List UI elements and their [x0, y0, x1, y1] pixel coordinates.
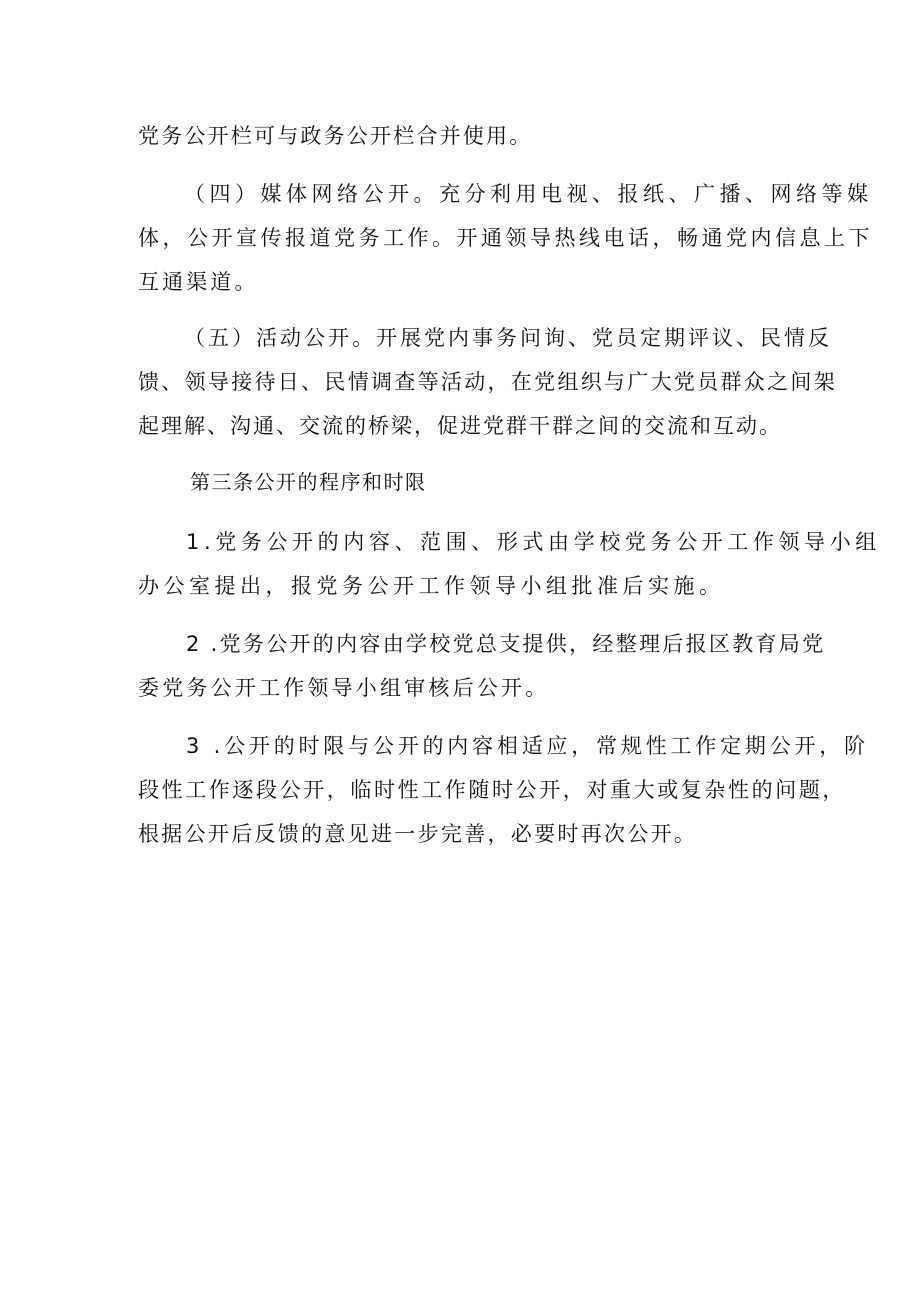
text-line-content: 办公室提出，报党务公开工作领导小组批准后实施。: [138, 574, 725, 598]
text-line-content: 根据公开后反馈的意见进一步完善，必要时再次公开。: [138, 822, 698, 846]
text-line-content: 馈、领导接待日、民情调查等活动，在党组织与广大党员群众之间架: [138, 370, 837, 394]
text-line: [0, 814, 920, 854]
text-line: [0, 726, 920, 766]
text-line-content: 党务公开栏可与政务公开栏合并使用。: [138, 124, 533, 148]
text-line: [0, 406, 920, 446]
text-line: [0, 318, 920, 358]
text-line: [0, 522, 920, 562]
text-line-content: 互通渠道。: [138, 270, 259, 294]
text-line: [0, 174, 920, 214]
text-line: [0, 462, 920, 502]
text-line: [0, 770, 920, 810]
text-line-content: 体，公开宣传报道党务工作。开通领导热线电话，畅通党内信息上下: [138, 226, 873, 250]
text-line-content: 1.党务公开的内容、范围、形式由学校党务公开工作领导小组: [186, 530, 881, 554]
text-line: [0, 262, 920, 302]
text-line: [0, 218, 920, 258]
text-line-content: 第三条公开的程序和时限: [190, 470, 427, 494]
text-line: [0, 668, 920, 708]
text-line-content: 2 .党务公开的内容由学校党总支提供，经整理后报区教育局党: [186, 632, 826, 656]
text-line: [0, 566, 920, 606]
text-line: [0, 624, 920, 664]
text-line-content: 委党务公开工作领导小组审核后公开。: [138, 676, 550, 700]
text-line-content: 3 .公开的时限与公开的内容相适应，常规性工作定期公开，阶: [186, 734, 869, 758]
text-line-content: 段性工作逐段公开，临时性工作随时公开，对重大或复杂性的问题，: [138, 778, 846, 802]
text-line-content: 起理解、沟通、交流的桥梁，促进党群干群之间的交流和互动。: [138, 414, 782, 438]
text-line-content: （五）活动公开。开展党内事务问询、党员定期评议、民情反: [184, 326, 832, 350]
text-line: [0, 362, 920, 402]
text-line: [0, 116, 920, 156]
text-line-content: （四）媒体网络公开。充分利用电视、报纸、广播、网络等媒: [184, 182, 873, 206]
